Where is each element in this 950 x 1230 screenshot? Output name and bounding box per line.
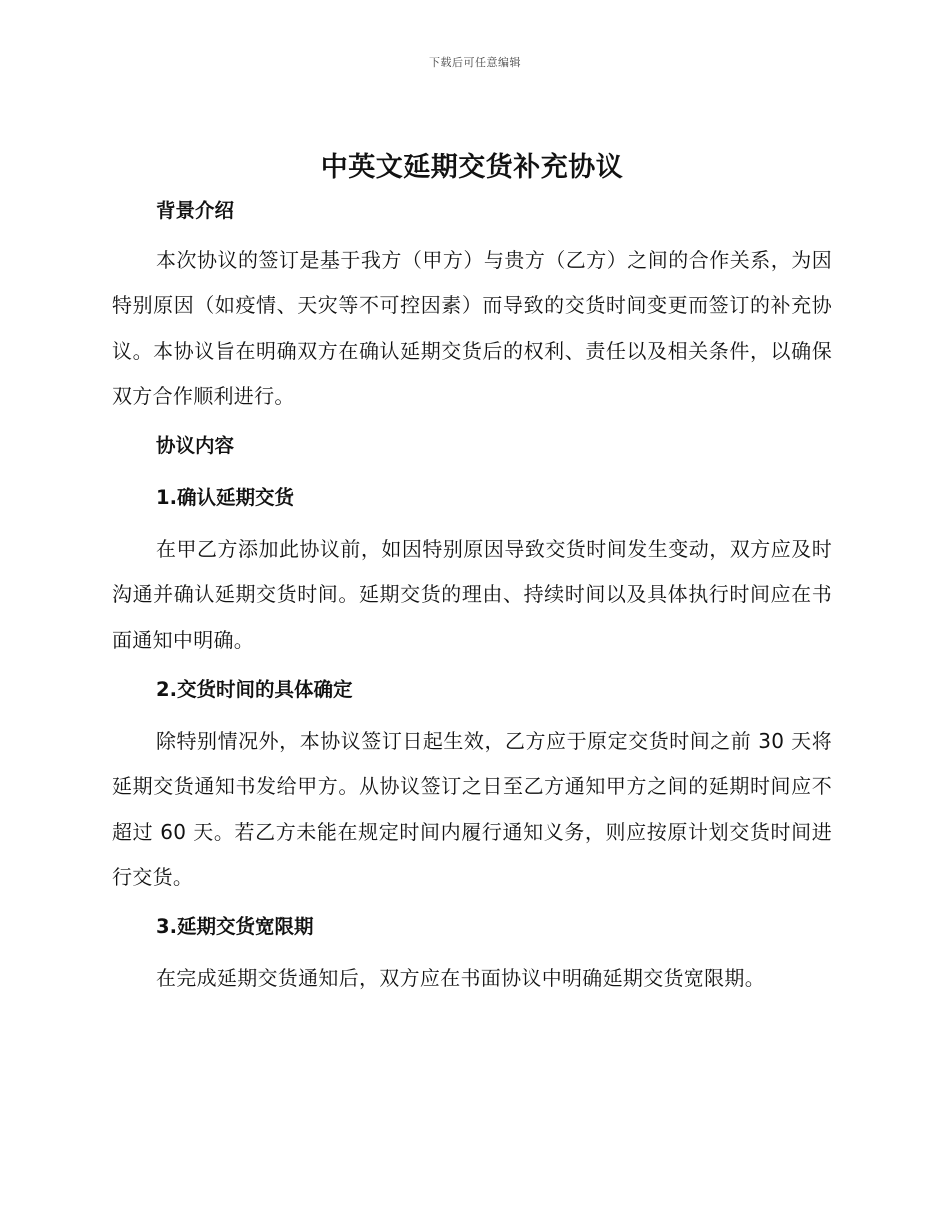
section-heading-background: 背景介绍 xyxy=(156,199,235,222)
paragraph-item-3: 在完成延期交货通知后，双方应在书面协议中明确延期交货宽限期。 xyxy=(156,966,765,991)
section-heading-item-3: 3.延期交货宽限期 xyxy=(156,915,314,939)
section-heading-agreement-content: 协议内容 xyxy=(156,434,235,458)
header-note: 下载后可任意编辑 xyxy=(429,56,521,69)
document-title: 中英文延期交货补充协议 xyxy=(320,152,624,183)
paragraph-item-1: 在甲乙方添加此协议前，如因特别原因导致交货时间发生变动，双方应及时沟通并确认延期交货时间。延期交货的理由、持续时间以及具体执行时间应在书面通知中明确。 xyxy=(112,537,832,652)
section-heading-item-2: 2.交货时间的具体确定 xyxy=(156,678,353,702)
section-heading-item-1: 1.确认延期交货 xyxy=(156,486,294,510)
paragraph-background: 本次协议的签订是基于我方（甲方）与贵方（乙方）之间的合作关系，为因特别原因（如疫情、天灾等不可控因素）而导致的交货时间变更而签订的补充协议。本协议旨在明确双方在确认延期交货后的权利、责任以及相关条件，以确保双方合作顺利进行。 xyxy=(112,248,832,408)
paragraph-item-2: 除特别情况外，本协议签订日起生效，乙方应于原定交货时间之前 30 天将延期交货通知书发给甲方。从协议签订之日至乙方通知甲方之间的延期时间应不超过 60 天。若乙方未能在规定时间内履行通知义务，则应按原计划交货时间进行交货。 xyxy=(112,729,832,889)
document-body xyxy=(112,150,832,1002)
